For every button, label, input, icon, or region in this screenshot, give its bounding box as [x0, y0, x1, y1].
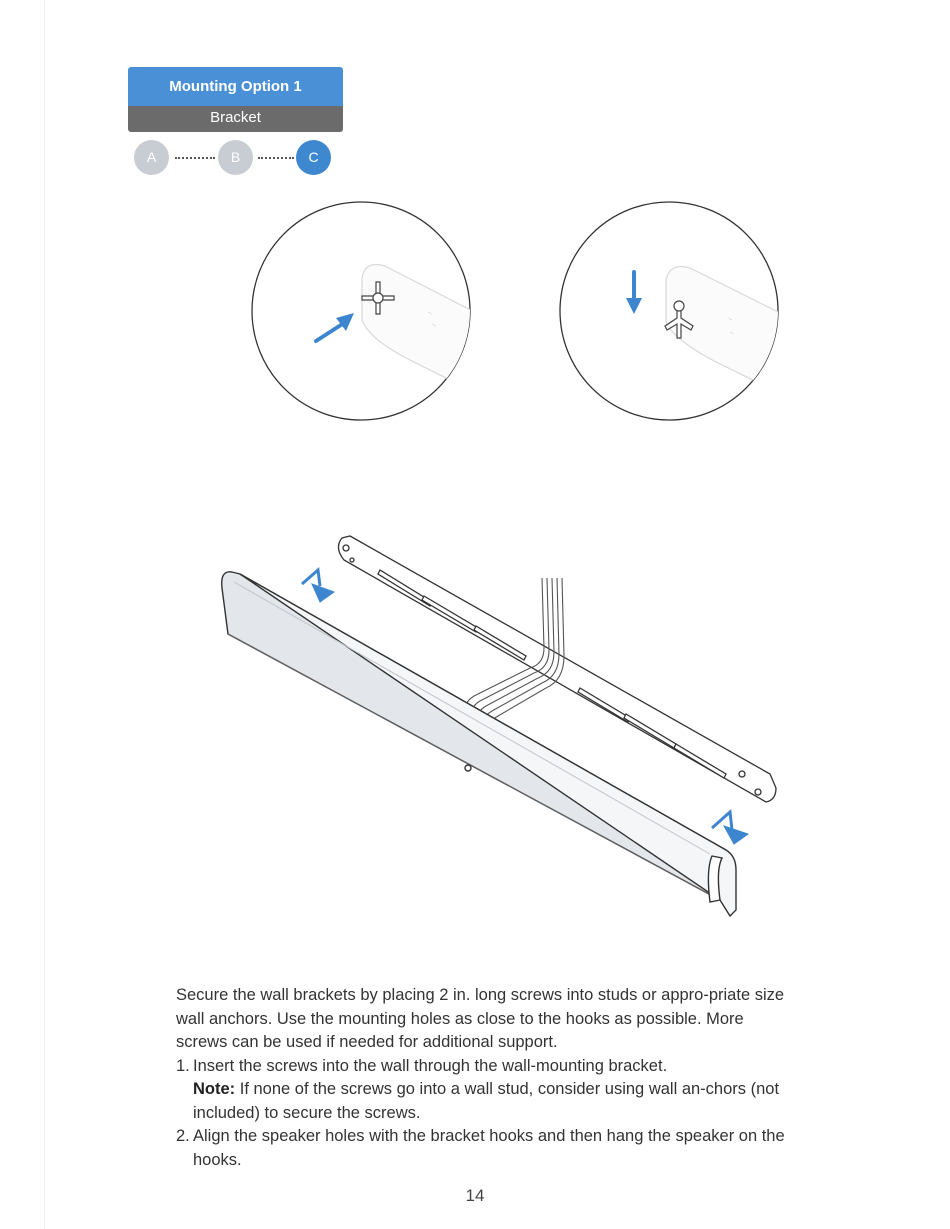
hole-detail-insert-icon [250, 200, 472, 422]
step-b: B [218, 140, 253, 175]
list-item [176, 1055, 796, 1126]
speaker-and-bracket-illustration [210, 530, 790, 930]
list-item [176, 1125, 796, 1172]
page-edge [44, 0, 45, 1229]
intro-paragraph: Secure the wall brackets by placing 2 in. long screws into studs or appro-priate size wall anchors. Use the mounting holes as close to the hooks as possible. More screws can be used if needed for additional support. [176, 986, 785, 1051]
list-text: Insert the screws into the wall through the wall-mounting bracket. [193, 1056, 668, 1075]
step-indicator [134, 140, 334, 175]
list-text: Align the speaker holes with the bracket hooks and then hang the speaker on the hooks. [193, 1127, 785, 1169]
step-a: A [134, 140, 169, 175]
page-number: 14 [465, 1186, 485, 1205]
hole-detail-lock-icon [558, 200, 780, 422]
note-label: Note: [193, 1080, 236, 1098]
step-connector [175, 157, 215, 159]
steps-list [176, 1055, 796, 1173]
hang-arrow-icon [712, 812, 748, 844]
hang-arrow-icon [302, 570, 334, 602]
list-number: 2. [176, 1127, 190, 1145]
option-subtitle: Bracket [128, 106, 343, 132]
mounting-option-tab [128, 67, 343, 132]
step-c: C [296, 140, 331, 175]
list-number: 1. [176, 1056, 190, 1075]
note-text: If none of the screws go into a wall stud, consider using wall an-chors (not included) to secure the screws. [193, 1080, 780, 1122]
instructions [176, 984, 796, 1172]
step-connector [258, 157, 294, 159]
option-title: Mounting Option 1 [128, 67, 343, 106]
